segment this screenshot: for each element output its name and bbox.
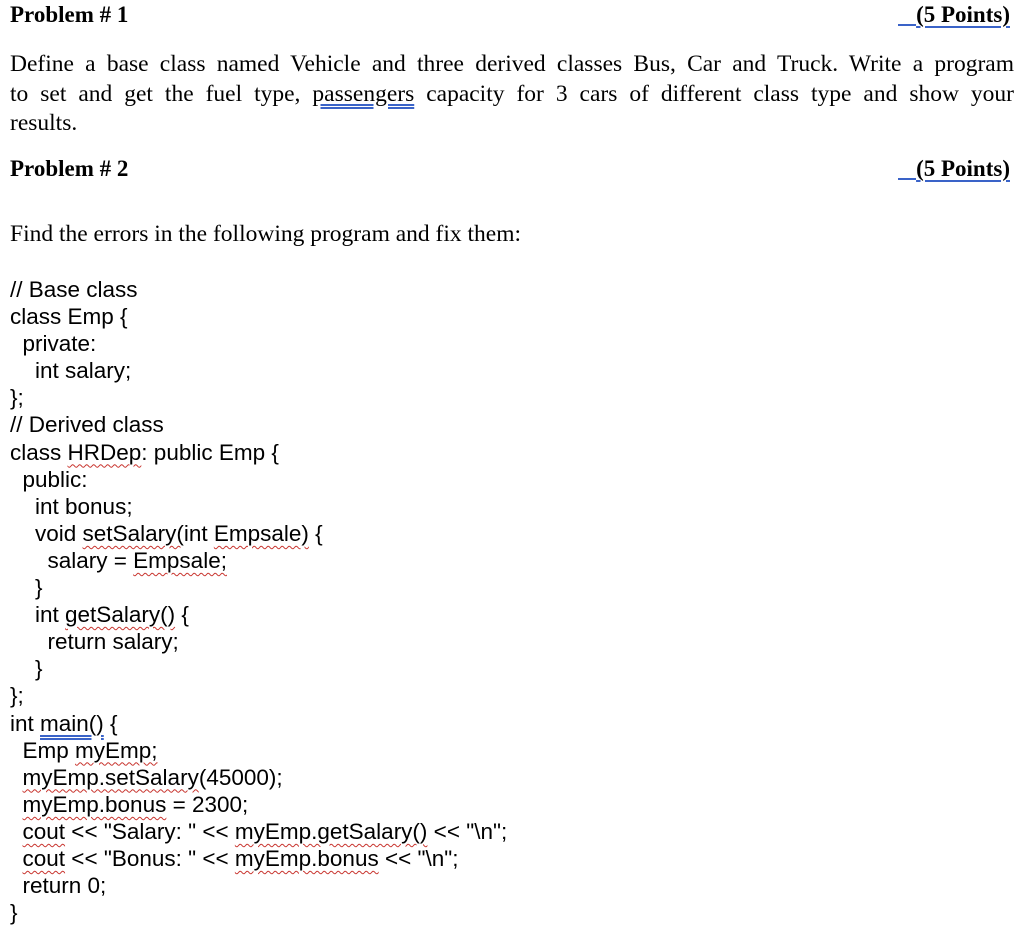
problem-1-points-text: (5 Points) [916,2,1010,27]
code-line: return salary; [10,629,179,655]
code-line: } [10,656,43,682]
code-line: class Emp { [10,304,128,330]
problem-1-line-2 [10,80,1014,110]
code-block [10,276,507,926]
code-line: return 0; [10,873,107,899]
problem-1-line-2b: capacity for 3 cars of different class type and show your [414,80,1015,107]
code-line: private: [10,331,97,357]
code-line: cout << "Bonus: " << myEmp.bonus << "\n"; [22,845,459,871]
problem-1-line-1: Define a base class named Vehicle and three derived classes Bus, Car and Truck. Write a program [10,51,1014,77]
code-line: int salary; [10,358,132,384]
code-line: }; [10,683,24,709]
code-line: void setSalary(int Empsale) { [10,520,323,546]
code-line: // Base class [10,277,138,302]
problem-1-points [898,2,1010,28]
code-line: Emp myEmp; [10,737,158,763]
problem-1-title: Problem # 1 [10,2,129,27]
problem-2-intro: Find the errors in the following program and fix them: [10,221,522,247]
code-line: int main() { [10,710,118,736]
problem-2-points-text: (5 Points) [916,156,1010,181]
code-line: cout << "Salary: " << myEmp.getSalary() << "\n"; [22,818,508,844]
problem-1-description [10,50,1014,139]
problem-1-line-2a: to set and get the fuel type, [10,80,313,107]
code-line: } [10,900,18,926]
code-line: }; [10,385,24,411]
problem-2-points [898,156,1010,182]
code-line: class HRDep: public Emp { [10,439,279,465]
code-line: public: [10,466,88,492]
code-line: salary = Empsale; [10,547,227,573]
problem-2-heading [10,156,1010,182]
problem-1-heading [10,2,1010,28]
code-line: int bonus; [10,493,133,519]
problem-1-line-3: results. [10,110,78,136]
code-line: myEmp.setSalary(45000); [22,764,283,790]
passengers-word: passengers [312,80,415,107]
code-line: // Derived class [10,412,164,438]
problem-2-title: Problem # 2 [10,156,129,181]
code-line: int getSalary() { [10,602,189,628]
code-line: } [10,575,43,601]
code-line: myEmp.bonus = 2300; [22,791,249,817]
